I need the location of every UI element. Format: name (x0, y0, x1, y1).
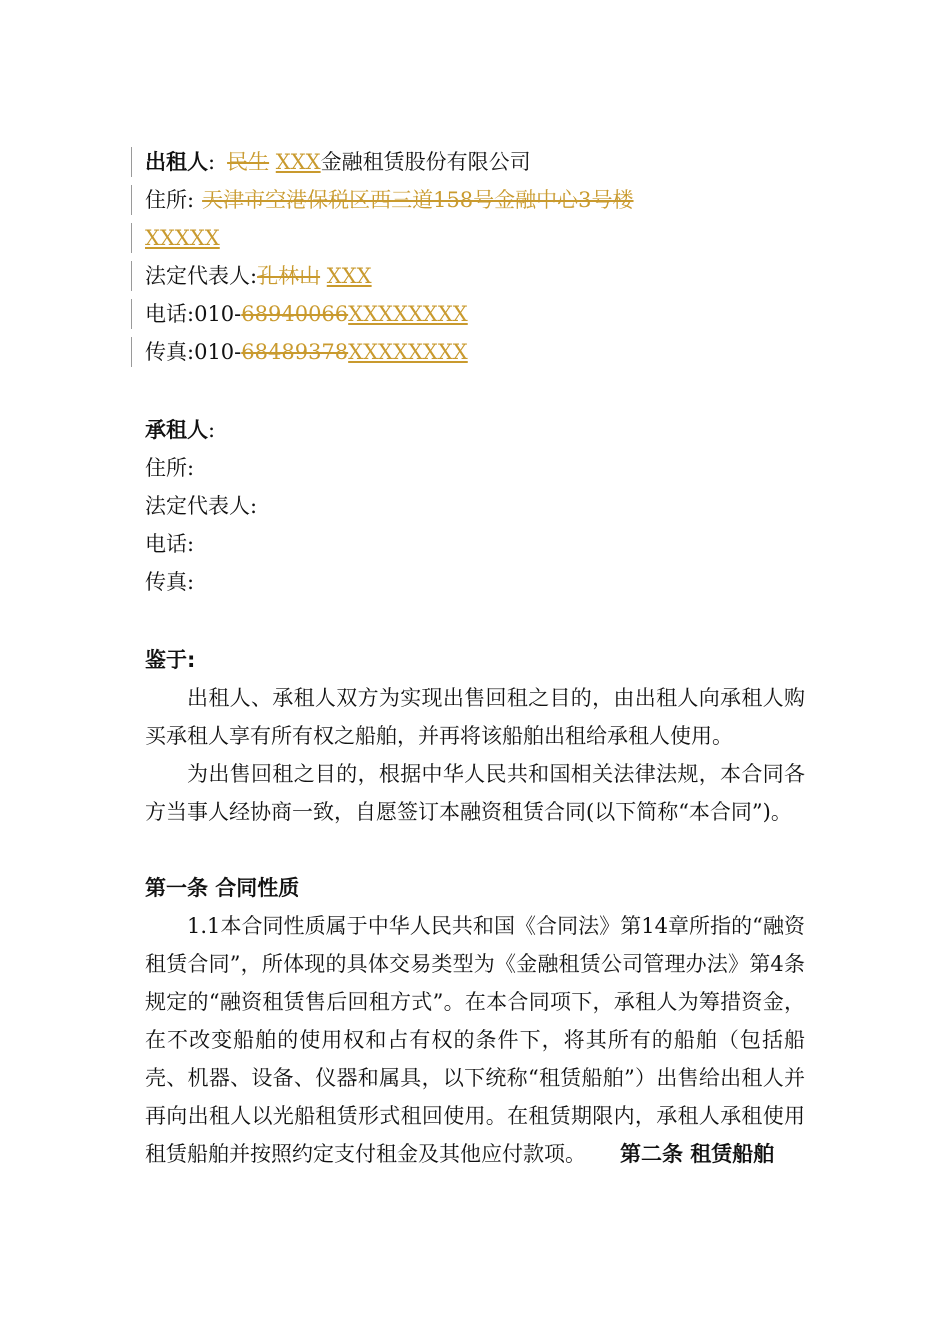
lessor-fax-label: 传真: (145, 340, 195, 364)
lessee-phone-label: 电话: (145, 532, 195, 556)
lessor-phone-line (145, 300, 468, 328)
lessor-address-line (145, 186, 634, 214)
article1-paragraph (145, 907, 805, 1173)
lessor-phone-deleted: 68940066 (241, 302, 349, 326)
lessor-address-deleted: 天津市空港保税区西三道158号金融中心3号楼 (202, 188, 634, 212)
lessor-rep-deleted: 孔林山 (257, 264, 321, 288)
lessor-fax-prefix: 010- (194, 340, 242, 364)
article1-text: 1.1本合同性质属于中华人民共和国《合同法》第14章所指的“融资租赁合同”，所体现的具体交易类型为《金融租赁公司管理办法》第4条规定的“融资租赁售后回租方式”。在本合同项下，承租人为筹措资金，在不改变船舶的使用权和占有权的条件下，将其所有的船舶（包括船壳、机器、设备、仪器和属具，以下统称“租赁船舶”）出售给出租人并再向出租人以光船租赁形式租回使用。在租赁期限内，承租人承租使用租赁船舶并按照约定支付租金及其他应付款项。 (145, 914, 805, 1166)
lessor-rep-inserted: XXX (326, 264, 372, 288)
revision-bar (131, 147, 132, 177)
lessor-fax-inserted: XXXXXXXX (348, 340, 468, 364)
revision-bar (131, 337, 132, 367)
lessor-name-deleted: 民生 (227, 150, 270, 174)
lessor-phone-label: 电话: (145, 302, 195, 326)
lessee-label: 承租人 (145, 418, 208, 442)
revision-bar (131, 261, 132, 291)
lessor-rep-line (145, 262, 372, 290)
recitals-paragraph-1: 出租人、承租人双方为实现出售回租之目的，由出租人向承租人购买承租人享有所有权之船舶，并再将该船舶出租给承租人使用。 (145, 686, 805, 748)
lessor-address-inserted: XXXXX (145, 226, 220, 250)
revision-bar (131, 185, 132, 215)
article1-heading: 第一条 合同性质 (145, 876, 300, 900)
lessee-rep-label: 法定代表人: (145, 494, 258, 518)
lessor-fax-line (145, 338, 468, 366)
lessor-line (145, 148, 531, 176)
lessor-phone-prefix: 010- (194, 302, 242, 326)
lessor-address-label: 住所: (145, 188, 195, 212)
revision-bar (131, 223, 132, 253)
lessee-fax-label: 传真: (145, 570, 195, 594)
lessor-name-rest: 金融租赁股份有限公司 (320, 150, 531, 174)
article2-heading: 第二条 租赁船舶 (620, 1142, 775, 1166)
recitals-paragraph-2: 为出售回租之目的，根据中华人民共和国相关法律法规，本合同各方当事人经协商一致，自愿签订本融资租赁合同(以下简称“本合同”)。 (145, 762, 805, 824)
lessor-rep-label: 法定代表人: (145, 264, 258, 288)
lessor-name-inserted: XXX (275, 150, 321, 174)
lessor-label: 出租人 (145, 150, 208, 174)
lessee-address-label: 住所: (145, 456, 195, 480)
recitals-heading: 鉴于: (145, 648, 196, 672)
lessee-colon: : (208, 418, 216, 442)
revision-bar (131, 299, 132, 329)
lessor-fax-deleted: 68489378 (241, 340, 349, 364)
lessor-phone-inserted: XXXXXXXX (348, 302, 468, 326)
lessee-line (145, 416, 215, 444)
lessor-address-inserted-line (145, 224, 220, 252)
lessor-colon: : (208, 150, 216, 174)
